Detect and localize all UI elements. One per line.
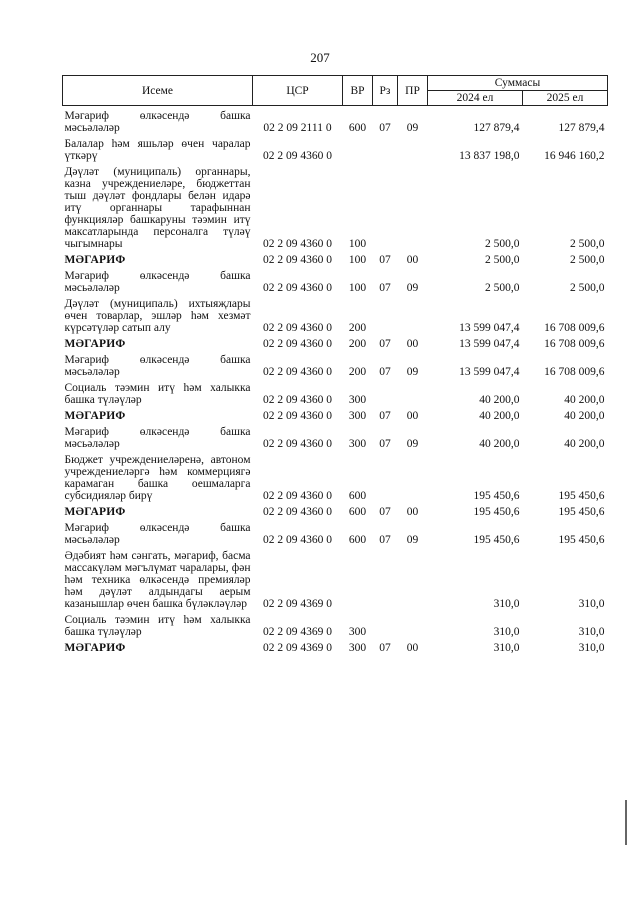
row-rz [373, 162, 398, 250]
row-pr: 00 [406, 410, 419, 422]
row-amount-2024: 13 599 047,4 [459, 338, 520, 350]
row-amount-2025: 16 946 160,2 [544, 150, 605, 162]
row-vr: 600 [348, 534, 367, 546]
row-pr [398, 610, 428, 638]
row-amount-2025: 195 450,6 [558, 506, 605, 518]
row-csr: 02 2 09 4360 0 [263, 282, 332, 294]
row-amount-2024: 13 599 047,4 [459, 322, 520, 334]
row-amount-2024: 195 450,6 [473, 506, 520, 518]
row-pr: 09 [406, 282, 419, 294]
row-rz: 07 [379, 254, 391, 266]
row-name: Мәгариф өлкәсендә башка мәсьәләләр [64, 110, 251, 134]
row-csr: 02 2 09 4360 0 [263, 534, 332, 546]
row-amount-2024: 310,0 [493, 626, 520, 638]
row-amount-2024: 40 200,0 [479, 438, 520, 450]
row-rz: 07 [379, 338, 391, 350]
row-amount-2025: 40 200,0 [564, 410, 605, 422]
header-2024: 2024 ел [428, 91, 523, 106]
row-amount-2025: 16 708 009,6 [544, 338, 605, 350]
row-rz: 07 [379, 122, 391, 134]
row-pr: 00 [406, 254, 419, 266]
row-amount-2025: 127 879,4 [558, 122, 605, 134]
row-csr: 02 2 09 4360 0 [263, 506, 332, 518]
row-name: МӘГАРИФ [64, 410, 126, 422]
row-pr [398, 294, 428, 334]
row-amount-2024: 40 200,0 [479, 410, 520, 422]
table-row [63, 518, 608, 546]
table-row [63, 294, 608, 334]
row-csr: 02 2 09 4360 0 [263, 150, 332, 162]
row-csr: 02 2 09 4360 0 [263, 322, 332, 334]
row-amount-2025: 16 708 009,6 [544, 322, 605, 334]
row-pr: 09 [406, 438, 419, 450]
row-amount-2024: 13 599 047,4 [459, 366, 520, 378]
header-vr: ВР [343, 76, 373, 106]
row-name: МӘГАРИФ [64, 254, 126, 266]
row-amount-2024: 2 500,0 [485, 238, 520, 250]
header-2025: 2025 ел [523, 91, 608, 106]
header-name: Исеме [63, 76, 253, 106]
row-pr: 00 [406, 506, 419, 518]
header-pr: ПР [398, 76, 428, 106]
table-row [63, 422, 608, 450]
row-csr: 02 2 09 4360 0 [263, 238, 332, 250]
table-row [63, 406, 608, 422]
row-rz: 07 [379, 438, 391, 450]
row-amount-2024: 2 500,0 [485, 254, 520, 266]
row-vr: 300 [348, 438, 367, 450]
row-name: Бюджет учреждениеләренә, автоном учреждениеләргә һәм коммерциягә карамаган башка оешмаларга субсидияләр бирү [64, 454, 251, 502]
row-rz [373, 134, 398, 162]
row-amount-2025: 16 708 009,6 [544, 366, 605, 378]
budget-table [62, 75, 608, 654]
row-amount-2025: 2 500,0 [570, 282, 605, 294]
row-pr: 09 [406, 366, 419, 378]
table-row [63, 350, 608, 378]
row-vr [343, 546, 373, 610]
row-pr [398, 450, 428, 502]
row-amount-2024: 195 450,6 [473, 534, 520, 546]
table-row [63, 502, 608, 518]
row-rz [373, 378, 398, 406]
table-row [63, 450, 608, 502]
row-vr: 200 [348, 366, 367, 378]
row-pr [398, 162, 428, 250]
row-amount-2025: 40 200,0 [564, 438, 605, 450]
row-amount-2024: 195 450,6 [473, 490, 520, 502]
row-vr: 100 [348, 254, 367, 266]
row-pr [398, 546, 428, 610]
row-amount-2024: 127 879,4 [473, 122, 520, 134]
row-vr: 300 [348, 626, 367, 638]
row-pr: 00 [406, 642, 419, 654]
table-header [63, 76, 608, 106]
row-amount-2025: 310,0 [578, 598, 605, 610]
row-pr: 00 [406, 338, 419, 350]
table-row [63, 106, 608, 135]
page-number: 207 [310, 50, 330, 65]
row-name: Мәгариф өлкәсендә башка мәсьәләләр [64, 522, 251, 546]
scan-edge-mark [625, 800, 627, 845]
table-row [63, 638, 608, 654]
row-vr: 300 [348, 394, 367, 406]
row-amount-2025: 40 200,0 [564, 394, 605, 406]
row-name: Әдәбият һәм сәнгать, мәгариф, басма массакүләм мәгълүмат чаралары, фән һәм техника өлкәсендә премияләр һәм дәүләт алдындагы аерым казанышлар өчен башка бүләкләүләр [64, 550, 251, 610]
row-vr: 100 [348, 238, 367, 250]
row-amount-2025: 195 450,6 [558, 534, 605, 546]
row-amount-2024: 13 837 198,0 [459, 150, 520, 162]
row-csr: 02 2 09 4369 0 [263, 626, 332, 638]
row-name: Дәүләт (муниципаль) ихтыяҗлары өчен товарлар, эшләр һәм хезмәт күрсәтүләр сатып алу [64, 298, 251, 334]
row-amount-2025: 2 500,0 [570, 238, 605, 250]
table-body [63, 106, 608, 655]
row-pr [398, 134, 428, 162]
row-rz [373, 294, 398, 334]
row-csr: 02 2 09 4360 0 [263, 438, 332, 450]
row-name: Социаль тәэмин итү һәм халыкка башка түләүләр [64, 382, 251, 406]
row-vr: 200 [348, 338, 367, 350]
row-name: Социаль тәэмин итү һәм халыкка башка түләүләр [64, 614, 251, 638]
row-rz: 07 [379, 410, 391, 422]
row-csr: 02 2 09 4360 0 [263, 394, 332, 406]
table-row [63, 250, 608, 266]
row-pr [398, 378, 428, 406]
table-row [63, 610, 608, 638]
row-rz: 07 [379, 642, 391, 654]
table-row [63, 378, 608, 406]
row-vr: 300 [348, 642, 367, 654]
row-vr: 300 [348, 410, 367, 422]
row-name: Мәгариф өлкәсендә башка мәсьәләләр [64, 354, 251, 378]
header-sums: Суммасы [428, 76, 608, 91]
row-csr: 02 2 09 4360 0 [263, 410, 332, 422]
row-csr: 02 2 09 2111 0 [263, 122, 332, 134]
row-rz [373, 610, 398, 638]
row-name: МӘГАРИФ [64, 642, 126, 654]
table-row [63, 134, 608, 162]
row-csr: 02 2 09 4360 0 [263, 338, 332, 350]
row-vr: 200 [348, 322, 367, 334]
row-rz: 07 [379, 534, 391, 546]
row-csr: 02 2 09 4360 0 [263, 366, 332, 378]
row-vr: 600 [348, 506, 367, 518]
row-amount-2024: 310,0 [493, 598, 520, 610]
row-amount-2025: 310,0 [578, 626, 605, 638]
row-name: Дәүләт (муниципаль) органнары, казна учреждениеләре, бюджеттан тыш дәүләт фондлары белән идарә итү органнары тарафыннан функцияләр башкаруны тәэмин итү максатларында персоналга түләү чыгымнары [64, 166, 251, 250]
table-row [63, 266, 608, 294]
row-amount-2025: 310,0 [578, 642, 605, 654]
row-vr: 600 [348, 122, 367, 134]
row-pr: 09 [406, 122, 419, 134]
row-name: МӘГАРИФ [64, 506, 126, 518]
row-csr: 02 2 09 4360 0 [263, 490, 332, 502]
row-rz: 07 [379, 282, 391, 294]
table-row [63, 546, 608, 610]
header-rz: Рз [373, 76, 398, 106]
row-name: МӘГАРИФ [64, 338, 126, 350]
budget-table-container [62, 75, 607, 654]
row-amount-2024: 310,0 [493, 642, 520, 654]
row-rz: 07 [379, 366, 391, 378]
table-row [63, 162, 608, 250]
row-rz [373, 450, 398, 502]
row-name: Мәгариф өлкәсендә башка мәсьәләләр [64, 426, 251, 450]
row-name: Мәгариф өлкәсендә башка мәсьәләләр [64, 270, 251, 294]
header-csr: ЦСР [253, 76, 343, 106]
row-rz: 07 [379, 506, 391, 518]
row-vr: 600 [348, 490, 367, 502]
table-row [63, 334, 608, 350]
row-csr: 02 2 09 4369 0 [263, 642, 332, 654]
row-amount-2025: 2 500,0 [570, 254, 605, 266]
row-csr: 02 2 09 4360 0 [263, 254, 332, 266]
row-amount-2025: 195 450,6 [558, 490, 605, 502]
row-csr: 02 2 09 4369 0 [263, 598, 332, 610]
row-vr [343, 134, 373, 162]
row-rz [373, 546, 398, 610]
row-name: Балалар һәм яшьләр өчен чаралар үткәрү [64, 138, 251, 162]
row-amount-2024: 40 200,0 [479, 394, 520, 406]
row-amount-2024: 2 500,0 [485, 282, 520, 294]
row-pr: 09 [406, 534, 419, 546]
row-vr: 100 [348, 282, 367, 294]
